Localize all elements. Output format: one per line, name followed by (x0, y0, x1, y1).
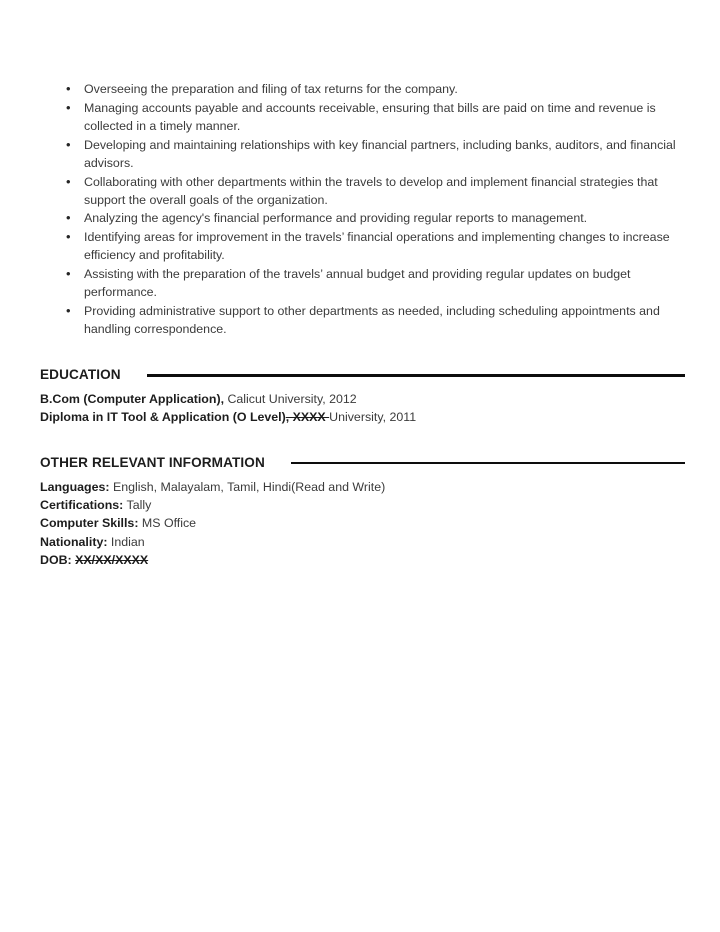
info-value: MS Office (138, 516, 197, 531)
education-degree: Diploma in IT Tool & Application (O Level) (40, 410, 286, 425)
info-row (40, 496, 685, 514)
bullet-icon: • (66, 173, 71, 189)
list-item (40, 173, 685, 209)
info-value: Tally (123, 498, 152, 513)
list-item (40, 209, 685, 227)
list-item (40, 99, 685, 135)
info-value-redacted: XX/XX/XXXX (75, 553, 149, 568)
info-label: Nationality: (40, 534, 108, 549)
section-title: EDUCATION (40, 366, 121, 382)
info-row (40, 533, 685, 551)
other-information-rows (40, 478, 685, 570)
list-item-text: Identifying areas for improvement in the travels’ financial operations and implementing changes to increase efficiency and profitability. (84, 230, 670, 263)
page-content (40, 80, 685, 570)
list-item-text: Overseeing the preparation and filing of tax returns for the company. (84, 82, 458, 96)
education-entry (40, 390, 685, 408)
bullet-icon: • (66, 210, 71, 226)
bullet-icon: • (66, 136, 71, 152)
bullet-icon: • (66, 302, 71, 318)
spacer (40, 427, 685, 453)
other-information-heading (40, 453, 685, 473)
list-item (40, 80, 685, 98)
section-divider (147, 374, 685, 377)
education-institution: University, 2011 (329, 410, 417, 425)
education-redacted-year: , XXXX (285, 410, 330, 425)
bullet-icon: • (66, 266, 71, 282)
education-section (40, 365, 685, 427)
education-institution: Calicut University, 2012 (224, 391, 357, 406)
education-degree: B.Com (Computer Application), (40, 391, 225, 406)
education-entry (40, 408, 685, 426)
list-item-text: Analyzing the agency's financial performance and providing regular reports to management. (84, 211, 588, 226)
info-label: Languages: (40, 479, 110, 494)
education-heading (40, 365, 685, 385)
responsibilities-list (40, 80, 685, 338)
list-item-text: Providing administrative support to other departments as needed, including scheduling appointments and handling correspondence. (84, 303, 660, 337)
info-label: DOB: (40, 553, 72, 568)
list-item-text: Collaborating with other departments within the travels to develop and implement financial strategies that support the overall goals of the organization. (84, 174, 658, 207)
info-row (40, 551, 685, 569)
info-label: Certifications: (40, 498, 124, 513)
info-row (40, 514, 685, 532)
list-item-text: Managing accounts payable and accounts receivable, ensuring that bills are paid on time and revenue is collected in a timely manner. (84, 100, 656, 133)
info-row (40, 478, 685, 496)
list-item-text: Developing and maintaining relationships with key financial partners, including banks, auditors, and financial advisors. (84, 137, 676, 170)
info-value: English, Malayalam, Tamil, Hindi(Read and Write) (109, 479, 386, 494)
list-item (40, 228, 685, 264)
list-item (40, 265, 685, 301)
bullet-icon: • (66, 229, 71, 245)
other-information-section (40, 453, 685, 570)
education-entries (40, 390, 685, 427)
info-label: Computer Skills: (40, 516, 139, 531)
bullet-icon: • (66, 99, 71, 115)
section-divider (291, 462, 685, 465)
info-value: Indian (107, 534, 145, 549)
list-item (40, 302, 685, 338)
list-item (40, 136, 685, 172)
bullet-icon: • (66, 81, 71, 96)
list-item-text: Assisting with the preparation of the travels’ annual budget and providing regular updates on budget performance. (84, 267, 631, 300)
spacer (40, 339, 685, 365)
section-title: OTHER RELEVANT INFORMATION (40, 454, 265, 470)
